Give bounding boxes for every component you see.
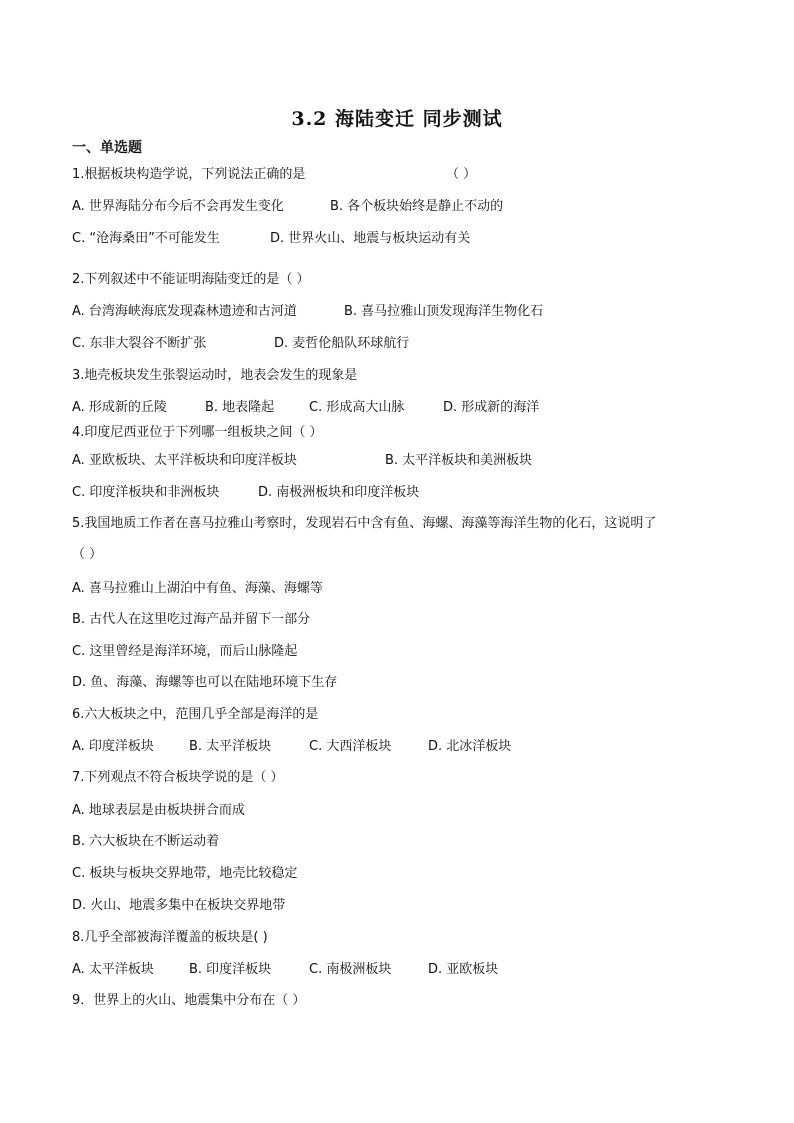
option-b: B. 地表隆起 xyxy=(205,400,275,415)
question-6-options xyxy=(72,738,511,756)
option-c: C. 形成高大山脉 xyxy=(309,400,405,415)
question-5-option-d: D. 鱼、海藻、海螺等也可以在陆地环境下生存 xyxy=(72,675,338,690)
option-d: D. 麦哲伦船队环球航行 xyxy=(274,336,410,351)
question-5-option-b: B. 古代人在这里吃过海产品并留下一部分 xyxy=(72,612,311,627)
question-7-option-b: B. 六大板块在不断运动着 xyxy=(72,834,220,849)
question-2-options-row-2 xyxy=(72,335,409,353)
question-7-option-c: C. 板块与板块交界地带，地壳比较稳定 xyxy=(72,866,298,881)
question-3-stem: 3.地壳板块发生张裂运动时，地表会发生的现象是 xyxy=(72,368,358,383)
option-d: D. 南极洲板块和印度洋板块 xyxy=(258,485,420,500)
question-6-stem: 6.六大板块之中，范围几乎全部是海洋的是 xyxy=(72,707,319,722)
option-c: C. “沧海桑田”不可能发生 xyxy=(72,231,220,246)
question-9-stem: 9．世界上的火山、地震集中分布在（ ） xyxy=(72,993,306,1008)
question-2-options-row-1 xyxy=(72,303,543,321)
question-7-option-d: D. 火山、地震多集中在板块交界地带 xyxy=(72,898,286,913)
question-7-stem: 7.下列观点不符合板块学说的是（ ） xyxy=(72,770,284,785)
option-b: B. 太平洋板块和美洲板块 xyxy=(385,453,533,468)
question-7-option-a: A. 地球表层是由板块拼合而成 xyxy=(72,803,245,818)
option-d: D. 亚欧板块 xyxy=(428,962,499,977)
question-5-stem: 5.我国地质工作者在喜马拉雅山考察时，发现岩石中含有鱼、海螺、海藻等海洋生物的化石，这说明了 xyxy=(72,516,657,531)
question-5-stem-continued: （ ） xyxy=(72,547,103,562)
question-8-stem: 8.几乎全部被海洋覆盖的板块是( ) xyxy=(72,930,268,945)
option-a: A. 亚欧板块、太平洋板块和印度洋板块 xyxy=(72,453,297,468)
option-c: C. 南极洲板块 xyxy=(309,962,392,977)
option-c: C. 东非大裂谷不断扩张 xyxy=(72,336,207,351)
option-a: A. 印度洋板块 xyxy=(72,739,154,754)
question-5-option-c: C. 这里曾经是海洋环境，而后山脉隆起 xyxy=(72,644,298,659)
question-1-text: 1.根据板块构造学说，下列说法正确的是 xyxy=(72,167,306,182)
option-b: B. 喜马拉雅山顶发现海洋生物化石 xyxy=(344,304,544,319)
question-4-options-row-2 xyxy=(72,484,419,502)
option-d: D. 北冰洋板块 xyxy=(428,739,512,754)
question-4-stem: 4.印度尼西亚位于下列哪一组板块之间（ ） xyxy=(72,425,323,440)
section-heading: 一、单选题 xyxy=(72,140,142,156)
question-3-options xyxy=(72,399,539,417)
question-1-answer-paren: （ ） xyxy=(446,167,477,182)
page-title: 3.2 海陆变迁 同步测试 xyxy=(291,108,503,130)
question-2-stem: 2.下列叙述中不能证明海陆变迁的是（ ） xyxy=(72,272,310,287)
question-1-options-row-1 xyxy=(72,198,503,216)
option-b: B. 印度洋板块 xyxy=(189,962,272,977)
question-1-stem xyxy=(72,166,477,184)
option-a: A. 形成新的丘陵 xyxy=(72,400,167,415)
option-a: A. 台湾海峡海底发现森林遗迹和古河道 xyxy=(72,304,297,319)
option-c: C. 大西洋板块 xyxy=(309,739,392,754)
option-b: B. 各个板块始终是静止不动的 xyxy=(330,199,504,214)
option-c: C. 印度洋板块和非洲板块 xyxy=(72,485,220,500)
question-1-options-row-2 xyxy=(72,230,470,248)
option-b: B. 太平洋板块 xyxy=(189,739,272,754)
option-a: A. 世界海陆分布今后不会再发生变化 xyxy=(72,199,284,214)
question-4-options-row-1 xyxy=(72,452,532,470)
option-d: D. 形成新的海洋 xyxy=(443,400,540,415)
option-d: D. 世界火山、地震与板块运动有关 xyxy=(270,231,471,246)
question-8-options xyxy=(72,961,498,979)
option-a: A. 太平洋板块 xyxy=(72,962,154,977)
question-5-option-a: A. 喜马拉雅山上湖泊中有鱼、海藻、海螺等 xyxy=(72,581,323,596)
